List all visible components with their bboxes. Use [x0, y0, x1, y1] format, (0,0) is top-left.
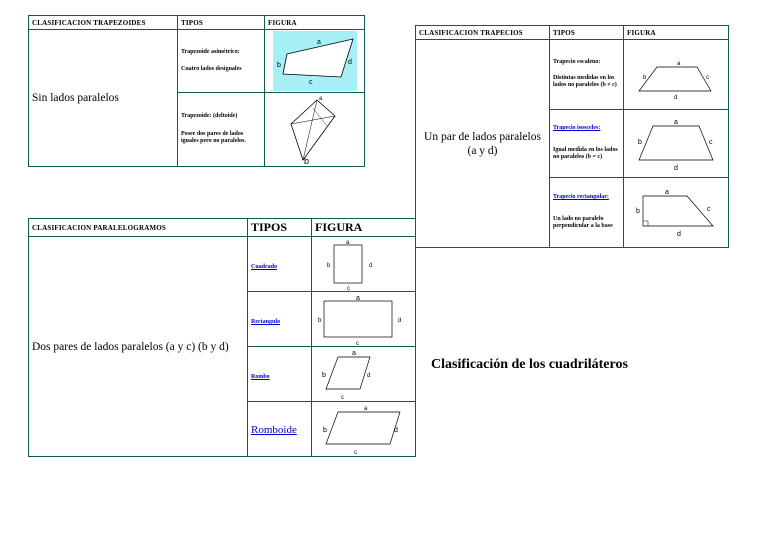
- trapecio-isosceles-desc: Igual medida en los lados no paralelos (b = c): [553, 146, 618, 161]
- trapecios-clasificacion-line2: (a y d): [467, 144, 498, 157]
- trapecios-table: [415, 25, 729, 248]
- deltoide-name: Trapezoide: (deltoide): [181, 113, 238, 120]
- trapecios-clasificacion: [416, 40, 550, 248]
- label-b: b: [303, 155, 309, 166]
- trapezoides-header-figura: FIGURA: [265, 16, 365, 30]
- label-c: c: [346, 286, 350, 291]
- trapecio-isosceles-svg: [631, 112, 721, 176]
- label-a: a: [316, 39, 321, 46]
- trapezoide-asimetrico-figure: [265, 30, 365, 93]
- label-b: b: [638, 138, 642, 146]
- label-a: a: [345, 240, 349, 246]
- label-c: c: [308, 79, 312, 86]
- label-b: b: [322, 427, 327, 434]
- label-b: b: [326, 263, 330, 269]
- label-a: a: [677, 60, 681, 67]
- label-d: d: [347, 59, 352, 66]
- right-angle-mark: [643, 221, 648, 226]
- trapecio-escaleno-figure: [624, 40, 729, 110]
- label-a: a: [665, 188, 669, 196]
- trapezoide-asimetrico-tipo: [178, 30, 265, 93]
- label-a: a: [318, 95, 322, 102]
- label-b: b: [276, 62, 281, 69]
- page-title: Clasificación de los cuadriláteros: [431, 357, 628, 372]
- label-c: c: [353, 450, 357, 456]
- paralelogramos-header-tipos: TIPOS: [248, 219, 312, 237]
- cuadrado-link[interactable]: Cuadrado: [251, 264, 278, 270]
- cuadrado-figure: [312, 237, 416, 292]
- cuadrado-shape: [334, 245, 362, 283]
- label-c: c: [707, 205, 711, 213]
- cuadrado-tipo: [248, 237, 312, 292]
- label-d: d: [393, 427, 398, 434]
- trapecio-rectangular-tipo: [550, 178, 624, 248]
- rectangulo-figure: [312, 292, 416, 347]
- trapecios-clasificacion-line1: Un par de lados paralelos: [424, 130, 541, 143]
- trapecio-escaleno-shape: [639, 67, 711, 91]
- label-d: d: [368, 263, 372, 269]
- label-b: b: [321, 372, 326, 379]
- trapezoides-header-clasificacion: CLASIFICACION TRAPEZOIDES: [29, 16, 178, 30]
- label-a: a: [363, 406, 367, 412]
- label-c: c: [340, 395, 344, 401]
- label-b: b: [636, 207, 640, 215]
- rombo-shape: [326, 357, 370, 389]
- label-a: a: [351, 350, 356, 357]
- trapecio-escaleno-svg: [631, 45, 721, 105]
- label-c: c: [709, 138, 713, 146]
- label-d: d: [674, 94, 678, 101]
- paralelogramos-header-figura: FIGURA: [312, 219, 416, 237]
- trapecio-rectangular-desc: Un lado no paralelo perpendicular a la base: [553, 215, 613, 230]
- label-d: d: [366, 373, 370, 379]
- label-d: d: [397, 318, 401, 324]
- label-c: c: [355, 341, 359, 346]
- label-b: b: [317, 318, 321, 324]
- rombo-figure: [312, 347, 416, 402]
- trapecio-rectangular-shape: [643, 196, 713, 226]
- trapecios-header-figura: FIGURA: [624, 26, 729, 40]
- trapecios-header-tipos: TIPOS: [550, 26, 624, 40]
- label-a: a: [355, 295, 360, 302]
- deltoide-shape: [291, 100, 335, 160]
- rectangulo-link[interactable]: Rectangulo: [251, 319, 280, 325]
- label-c: c: [706, 74, 709, 81]
- trapecio-isosceles-tipo: [550, 110, 624, 178]
- trapecios-header-clasificacion: CLASIFICACION TRAPECIOS: [416, 26, 550, 40]
- trapecio-rectangular-svg: [631, 180, 721, 246]
- deltoide-desc: Posee dos pares de lados iguales pero no paralelos.: [181, 130, 246, 145]
- rectangulo-tipo: [248, 292, 312, 347]
- rombo-svg: [316, 347, 412, 401]
- trapezoides-header-tipos: TIPOS: [178, 16, 265, 30]
- trapecio-escaleno-tipo: [550, 40, 624, 110]
- romboide-shape: [326, 412, 400, 444]
- label-d: d: [677, 230, 681, 238]
- label-b: b: [643, 74, 647, 81]
- trapezoide-asimetrico-desc: Cuatro lados desiguales: [181, 65, 242, 72]
- rombo-link[interactable]: Rombo: [251, 374, 270, 380]
- trapecio-escaleno-name: Trapecio escaleno:: [553, 59, 601, 66]
- label-d: d: [674, 164, 678, 172]
- deltoide-svg: [273, 94, 357, 166]
- trapecio-escaleno-desc: Distintas medidas en los lados no paralelos (b ≠ c): [553, 74, 617, 89]
- paralelogramos-header-clasificacion: CLASIFICACION PARALELOGRAMOS: [29, 219, 248, 237]
- trapezoide-asimetrico-name: Trapezoide asimétrico:: [181, 49, 240, 55]
- paralelogramos-clasificacion: Dos pares de lados paralelos (a y c) (b y d): [29, 237, 248, 457]
- romboide-svg: [316, 402, 412, 456]
- label-a: a: [674, 118, 678, 126]
- trapecio-isosceles-link[interactable]: Trapecio isosceles:: [553, 125, 601, 132]
- deltoide-tipo: [178, 93, 265, 167]
- rectangulo-shape: [324, 301, 392, 337]
- cuadrado-svg: [316, 237, 412, 291]
- romboide-link[interactable]: Romboide: [251, 424, 297, 436]
- romboide-figure: [312, 402, 416, 457]
- trapezoides-table: [28, 15, 365, 167]
- paralelogramos-table: [28, 218, 416, 457]
- deltoide-figure: [265, 93, 365, 167]
- rectangulo-svg: [316, 292, 412, 346]
- trapecio-isosceles-shape: [639, 126, 713, 160]
- trapezoides-clasificacion: Sin lados paralelos: [29, 30, 178, 167]
- rombo-tipo: [248, 347, 312, 402]
- trapecio-rectangular-figure: [624, 178, 729, 248]
- trapecio-isosceles-figure: [624, 110, 729, 178]
- trapezoide-asimetrico-svg: [273, 31, 357, 91]
- trapecio-rectangular-link[interactable]: Trapecio rectangular:: [553, 194, 609, 201]
- romboide-tipo: [248, 402, 312, 457]
